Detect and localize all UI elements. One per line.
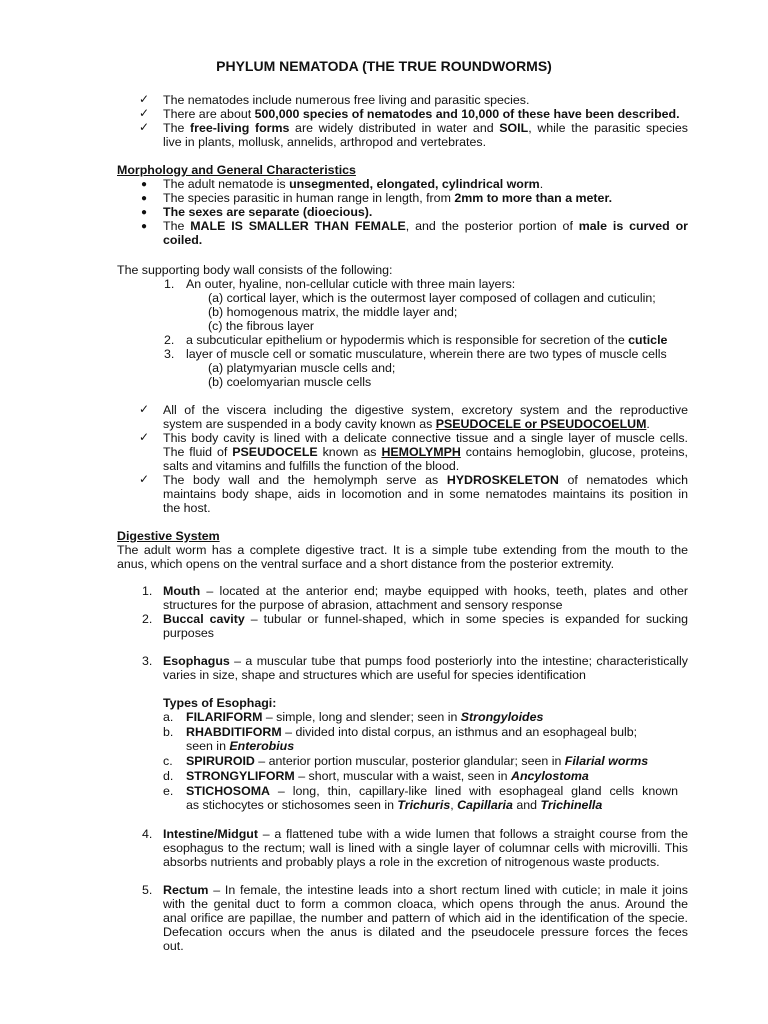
list-number: 4. xyxy=(142,827,153,841)
intestine-item-cont: esophagus to the rectum; wall is lined with a single layer of columnar cells with microvilli. This xyxy=(163,841,688,855)
list-number: 1. xyxy=(164,277,175,291)
rectum-item-cont4: out. xyxy=(163,939,184,953)
list-number: 5. xyxy=(142,883,153,897)
wall-item-2: a subcuticular epithelium or hypodermis which is responsible for secretion of the cuticle xyxy=(186,333,668,347)
bullet-icon: ● xyxy=(141,179,148,190)
list-number: 3. xyxy=(164,347,175,361)
viscera-item-3-cont: maintains body shape, aids in locomotion and in some nematodes maintains its position in xyxy=(163,487,688,501)
list-number: 1. xyxy=(142,584,153,598)
mouth-item: Mouth – located at the anterior end; maybe equipped with hooks, teeth, plates and other xyxy=(163,584,688,598)
intestine-item: Intestine/Midgut – a flattened tube with a wide lumen that follows a straight course from the xyxy=(163,827,688,841)
digestive-heading: Digestive System xyxy=(117,529,220,543)
morph-item-4: The MALE IS SMALLER THAN FEMALE, and the posterior portion of male is curved or xyxy=(163,219,688,233)
list-number: 2. xyxy=(142,612,153,626)
rectum-item-cont3: Defecation occurs when the anus is dilated and the pseudocele pressure forces the feces xyxy=(163,925,688,939)
wall-sub-q: (b) coelomyarian muscle cells xyxy=(208,375,372,389)
type-stichosoma: STICHOSOMA – long, thin, capillary-like lined with esophageal gland cells known xyxy=(186,784,678,798)
list-number: 3. xyxy=(142,654,153,668)
type-spiruroid: SPIRUROID – anterior portion muscular, posterior glandular; seen in Filarial worms xyxy=(186,754,649,768)
list-letter: e. xyxy=(163,784,174,798)
morph-item-4-cont: coiled. xyxy=(163,233,203,247)
wall-sub-b: (b) homogenous matrix, the middle layer and; xyxy=(208,305,458,319)
list-letter: c. xyxy=(163,754,173,768)
buccal-item-cont: purposes xyxy=(163,626,214,640)
mouth-item-cont: structures for the purpose of abrasion, attachment and sensory response xyxy=(163,598,563,612)
list-letter: b. xyxy=(163,725,174,739)
rectum-item: Rectum – In female, the intestine leads into a short rectum lined with cuticle; in male it joins xyxy=(163,883,688,897)
body-wall-lead: The supporting body wall consists of the following: xyxy=(117,263,393,277)
wall-sub-a: (a) cortical layer, which is the outermost layer composed of collagen and cuticulin; xyxy=(208,291,656,305)
viscera-item-3-cont2: the host. xyxy=(163,501,211,515)
intro-item-3: The free-living forms are widely distributed in water and SOIL, while the parasitic species xyxy=(163,121,688,135)
morph-item-3: The sexes are separate (dioecious). xyxy=(163,205,373,219)
list-letter: d. xyxy=(163,769,174,783)
wall-item-3: layer of muscle cell or somatic musculature, wherein there are two types of muscle cells xyxy=(186,347,667,361)
intestine-item-cont2: absorbs nutrients and probably plays a role in the excretion of nitrogenous waste products. xyxy=(163,855,660,869)
wall-sub-p: (a) platymyarian muscle cells and; xyxy=(208,361,396,375)
viscera-item-2-cont2: salts and vitamins and fulfills the function of the blood. xyxy=(163,459,460,473)
check-icon: ✓ xyxy=(139,472,150,486)
check-icon: ✓ xyxy=(139,106,150,120)
type-rhabditiform: RHABDITIFORM – divided into distal corpus, an isthmus and an esophageal bulb; xyxy=(186,725,638,739)
check-icon: ✓ xyxy=(139,120,150,134)
morphology-heading: Morphology and General Characteristics xyxy=(117,163,356,177)
list-number: 2. xyxy=(164,333,175,347)
viscera-item-3: The body wall and the hemolymph serve as HYDROSKELETON of nematodes which xyxy=(163,473,688,487)
type-strongyliform: STRONGYLIFORM – short, muscular with a waist, seen in Ancylostoma xyxy=(186,769,589,783)
type-filariform: FILARIFORM – simple, long and slender; seen in Strongyloides xyxy=(186,710,544,724)
rectum-item-cont: with the genital duct to form a common cloaca, which opens through the anus. Around the xyxy=(163,897,688,911)
bullet-icon: ● xyxy=(141,207,148,218)
type-rhabditiform-cont: seen in Enterobius xyxy=(186,739,295,753)
type-stichosoma-cont: as stichocytes or stichosomes seen in Trichuris, Capillaria and Trichinella xyxy=(186,798,603,812)
wall-item-1: An outer, hyaline, non-cellular cuticle with three main layers: xyxy=(186,277,516,291)
check-icon: ✓ xyxy=(139,430,150,444)
rectum-item-cont2: anal orifice are papillae, the number and pattern of which aid in the identification of the specie. xyxy=(163,911,688,925)
list-letter: a. xyxy=(163,710,174,724)
esophagus-item: Esophagus – a muscular tube that pumps food posteriorly into the intestine; characteristically xyxy=(163,654,688,668)
esophagi-types-heading: Types of Esophagi: xyxy=(163,696,277,710)
intro-item-1: The nematodes include numerous free living and parasitic species. xyxy=(163,93,530,107)
viscera-item-1-cont: system are suspended in a body cavity known as PSEUDOCELE or PSEUDOCOELUM. xyxy=(163,417,650,431)
wall-sub-c: (c) the fibrous layer xyxy=(208,319,315,333)
intro-item-2: There are about 500,000 species of nematodes and 10,000 of these have been described. xyxy=(163,107,680,121)
viscera-item-1: All of the viscera including the digestive system, excretory system and the reproductive xyxy=(163,403,688,417)
intro-item-3-cont: live in plants, mollusk, annelids, arthropod and vertebrates. xyxy=(163,135,487,149)
esophagus-item-cont: varies in size, shape and structures which are useful for species identification xyxy=(163,668,586,682)
check-icon: ✓ xyxy=(139,92,150,106)
check-icon: ✓ xyxy=(139,402,150,416)
viscera-item-2: This body cavity is lined with a delicate connective tissue and a single layer of muscle cells. xyxy=(163,431,688,445)
digestive-intro-cont: anus, which opens on the ventral surface and a short distance from the posterior extremity. xyxy=(117,557,615,571)
buccal-item: Buccal cavity – tubular or funnel-shaped, which in some species is expanded for sucking xyxy=(163,612,688,626)
page-title: PHYLUM NEMATODA (THE TRUE ROUNDWORMS) xyxy=(216,58,552,74)
morph-item-2: The species parasitic in human range in length, from 2mm to more than a meter. xyxy=(163,191,613,205)
morph-item-1: The adult nematode is unsegmented, elongated, cylindrical worm. xyxy=(163,177,544,191)
bullet-icon: ● xyxy=(141,221,148,232)
bullet-icon: ● xyxy=(141,193,148,204)
digestive-intro: The adult worm has a complete digestive tract. It is a simple tube extending from the mouth to the xyxy=(117,543,688,557)
viscera-item-2-cont: The fluid of PSEUDOCELE known as HEMOLYMPH contains hemoglobin, glucose, proteins, xyxy=(163,445,688,459)
